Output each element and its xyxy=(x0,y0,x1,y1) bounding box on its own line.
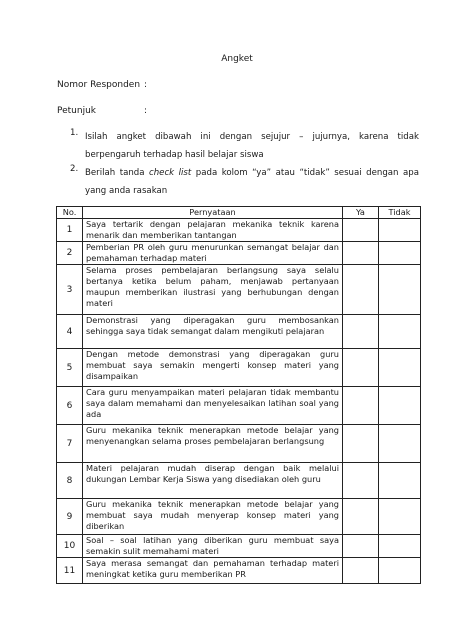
respondent-number-label: Nomor Responden xyxy=(57,80,141,90)
row-statement: Selama proses pembelajaran berlangsung saya selalu bertanya ketika belum paham, menjawab pertanyaan maupun memberikan ilustrasi yang berhubungan dengan materi xyxy=(83,265,343,315)
no-answer-cell[interactable] xyxy=(379,499,421,535)
table-row xyxy=(57,535,421,558)
yes-answer-cell[interactable] xyxy=(343,425,379,463)
row-number: 8 xyxy=(57,463,83,499)
guide-label: Petunjuk xyxy=(57,106,96,116)
instruction-text: Isilah angket dibawah ini dengan sejujur – jujurnya, karena tidak berpengaruh terhadap hasil belajar siswa xyxy=(85,132,419,160)
table-row xyxy=(57,463,421,499)
guide-field xyxy=(57,106,148,116)
no-answer-cell[interactable] xyxy=(379,463,421,499)
no-answer-cell[interactable] xyxy=(379,242,421,265)
table-row xyxy=(57,265,421,315)
row-statement: Soal – soal latihan yang diberikan guru membuat saya semakin sulit memahami materi xyxy=(83,535,343,558)
table-row xyxy=(57,349,421,387)
instruction-number: 2. xyxy=(70,164,79,174)
no-answer-cell[interactable] xyxy=(379,535,421,558)
header-statement: Pernyataan xyxy=(83,207,343,219)
table-row xyxy=(57,219,421,242)
questionnaire-table xyxy=(56,206,421,584)
row-number: 2 xyxy=(57,242,83,265)
no-answer-cell[interactable] xyxy=(379,265,421,315)
row-number: 11 xyxy=(57,558,83,584)
yes-answer-cell[interactable] xyxy=(343,558,379,584)
row-number: 10 xyxy=(57,535,83,558)
yes-answer-cell[interactable] xyxy=(343,265,379,315)
table-row xyxy=(57,558,421,584)
table-row xyxy=(57,315,421,349)
no-answer-cell[interactable] xyxy=(379,349,421,387)
instruction-text-italic: check list xyxy=(149,168,192,178)
table-row xyxy=(57,387,421,425)
row-statement: Cara guru menyampaikan materi pelajaran tidak membantu saya dalam memahami dan menyelesaikan latihan soal yang ada xyxy=(83,387,343,425)
row-number: 4 xyxy=(57,315,83,349)
row-number: 6 xyxy=(57,387,83,425)
yes-answer-cell[interactable] xyxy=(343,242,379,265)
yes-answer-cell[interactable] xyxy=(343,219,379,242)
header-yes: Ya xyxy=(343,207,379,219)
table-row xyxy=(57,242,421,265)
no-answer-cell[interactable] xyxy=(379,558,421,584)
header-no: No. xyxy=(57,207,83,219)
no-answer-cell[interactable] xyxy=(379,315,421,349)
yes-answer-cell[interactable] xyxy=(343,315,379,349)
row-statement: Guru mekanika teknik menerapkan metode belajar yang membuat saya mudah menyerap konsep materi yang diberikan xyxy=(83,499,343,535)
row-number: 9 xyxy=(57,499,83,535)
no-answer-cell[interactable] xyxy=(379,425,421,463)
row-statement: Demonstrasi yang diperagakan guru membosankan sehingga saya tidak semangat dalam mengikuti pelajaran xyxy=(83,315,343,349)
guide-colon: : xyxy=(144,106,148,116)
document-title: Angket xyxy=(221,54,253,64)
row-number: 1 xyxy=(57,219,83,242)
respondent-number-field xyxy=(57,80,148,90)
no-answer-cell[interactable] xyxy=(379,387,421,425)
yes-answer-cell[interactable] xyxy=(343,387,379,425)
row-statement: Saya merasa semangat dan pemahaman terhadap materi meningkat ketika guru memberikan PR xyxy=(83,558,343,584)
table-row xyxy=(57,499,421,535)
header-no-col: Tidak xyxy=(379,207,421,219)
row-number: 7 xyxy=(57,425,83,463)
table-header-row xyxy=(57,207,421,219)
row-number: 3 xyxy=(57,265,83,315)
row-statement: Saya tertarik dengan pelajaran mekanika teknik karena menarik dan memberikan tantangan xyxy=(83,219,343,242)
row-statement: Pemberian PR oleh guru menurunkan semangat belajar dan pemahaman terhadap materi xyxy=(83,242,343,265)
row-statement: Guru mekanika teknik menerapkan metode belajar yang menyenangkan selama proses pembelajaran berlangsung xyxy=(83,425,343,463)
instruction-text-before: Berilah tanda xyxy=(85,168,149,178)
instruction-text xyxy=(85,164,419,200)
instruction-number: 1. xyxy=(70,128,79,138)
yes-answer-cell[interactable] xyxy=(343,463,379,499)
yes-answer-cell[interactable] xyxy=(343,349,379,387)
respondent-number-colon: : xyxy=(144,80,148,90)
instruction-text-after: pada kolom “ya” atau “tidak” sesuai dengan apa yang anda rasakan xyxy=(85,168,419,196)
table-row xyxy=(57,425,421,463)
row-statement: Materi pelajaran mudah diserap dengan baik melalui dukungan Lembar Kerja Siswa yang disediakan oleh guru xyxy=(83,463,343,499)
yes-answer-cell[interactable] xyxy=(343,535,379,558)
no-answer-cell[interactable] xyxy=(379,219,421,242)
row-statement: Dengan metode demonstrasi yang diperagakan guru membuat saya semakin mengerti konsep materi yang disampaikan xyxy=(83,349,343,387)
row-number: 5 xyxy=(57,349,83,387)
yes-answer-cell[interactable] xyxy=(343,499,379,535)
